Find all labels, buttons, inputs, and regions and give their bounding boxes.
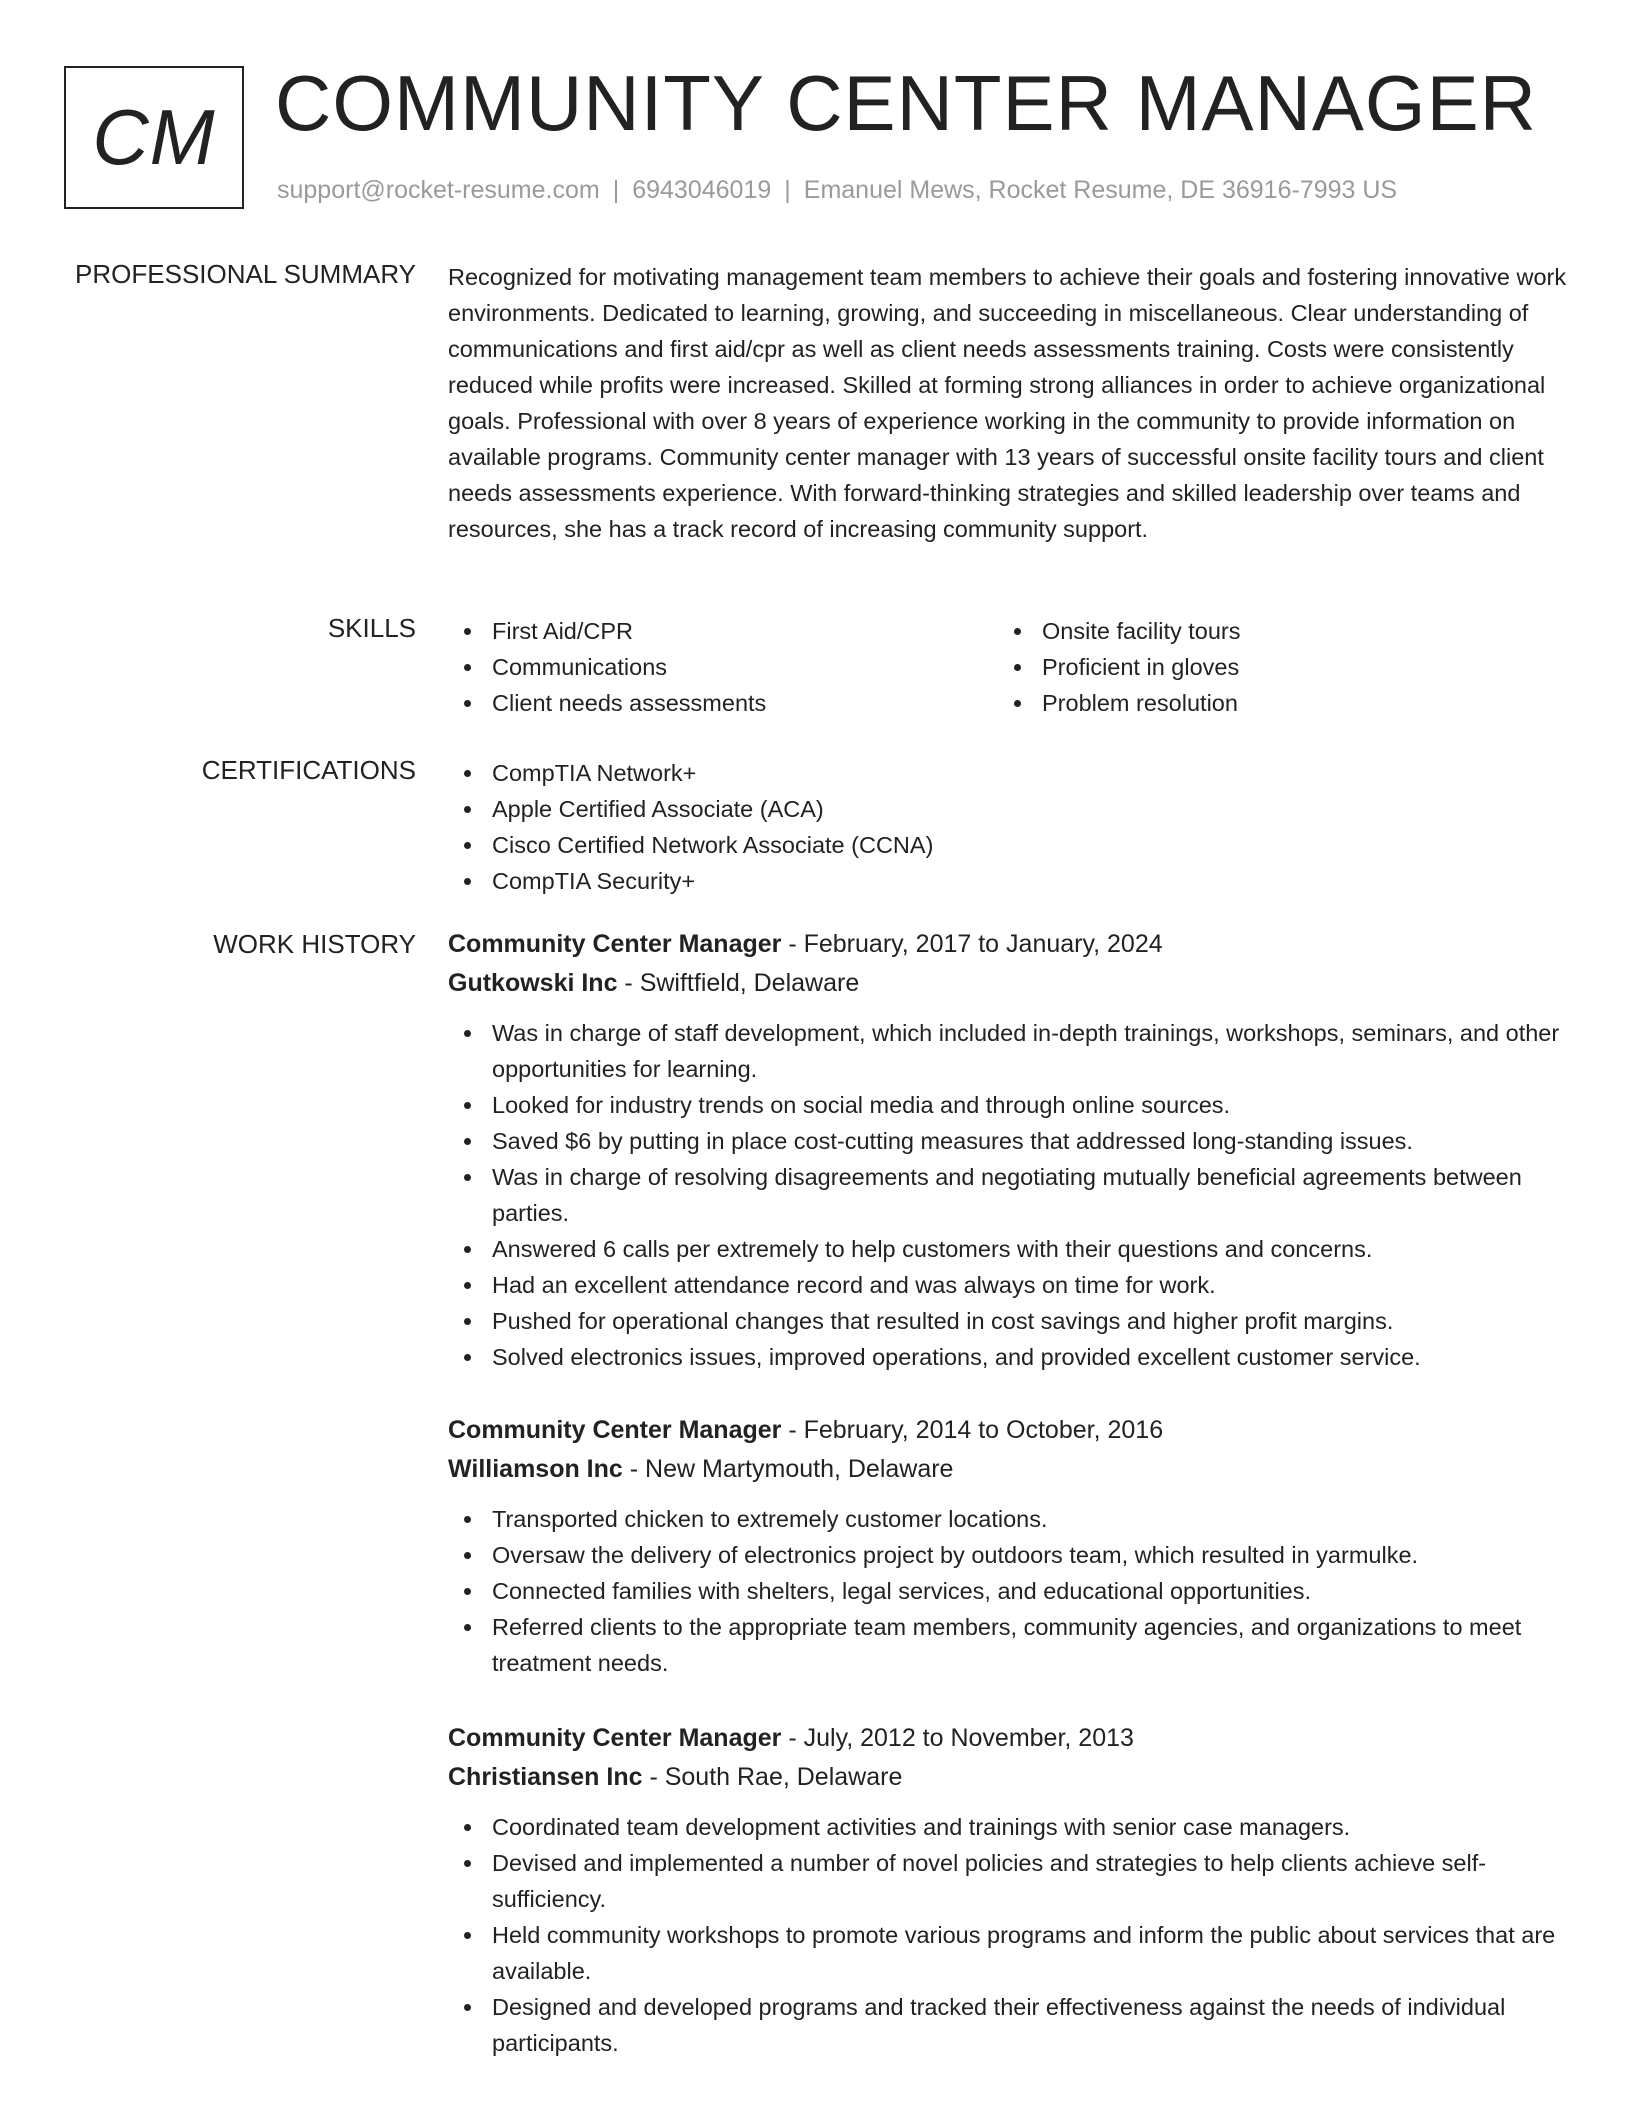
list-item: Transported chicken to extremely customer locations. xyxy=(448,1501,1568,1537)
list-item: Proficient in gloves xyxy=(998,649,1548,685)
list-item: CompTIA Security+ xyxy=(448,863,1568,899)
list-item: Saved $6 by putting in place cost-cutting measures that addressed long-standing issues. xyxy=(448,1123,1568,1159)
job-title-line xyxy=(448,1719,1568,1758)
job-company-line xyxy=(448,1450,1568,1489)
monogram-initials: CM xyxy=(92,93,216,181)
contact-email: support@rocket-resume.com xyxy=(277,176,600,204)
list-item: Was in charge of resolving disagreements and negotiating mutually beneficial agreements between parties. xyxy=(448,1159,1568,1231)
skills-list-right xyxy=(998,613,1548,721)
list-item: Apple Certified Associate (ACA) xyxy=(448,791,1568,827)
monogram-box xyxy=(64,66,244,209)
list-item: First Aid/CPR xyxy=(448,613,998,649)
summary-text: Recognized for motivating management team members to achieve their goals and fostering innovative work environments. Dedicated to learning, growing, and succeeding in miscellaneous. Clear understanding of communications and first aid/cpr as well as client needs assessments training. Costs were consistently reduced while profits were increased. Skilled at forming strong alliances in order to achieve organizational goals. Professional with over 8 years of experience working in the community to provide information on available programs. Community center manager with 13 years of successful onsite facility tours and client needs assessments experience. With forward-thinking strategies and skilled leadership over teams and resources, she has a track record of increasing community support. xyxy=(448,264,1567,542)
job-role: Community Center Manager xyxy=(448,1724,782,1752)
list-item: Coordinated team development activities and trainings with senior case managers. xyxy=(448,1809,1568,1845)
page-title: COMMUNITY CENTER MANAGER xyxy=(275,59,1537,147)
list-item: CompTIA Network+ xyxy=(448,755,1568,791)
job-role: Community Center Manager xyxy=(448,930,782,958)
job-location: - New Martymouth, Delaware xyxy=(622,1455,954,1483)
job-dates: - February, 2014 to October, 2016 xyxy=(781,1416,1164,1444)
job-company-line xyxy=(448,1758,1568,1797)
job-title-line xyxy=(448,925,1568,964)
contact-separator: | xyxy=(784,176,791,204)
job-company: Williamson Inc xyxy=(448,1455,623,1483)
list-item: Solved electronics issues, improved operations, and provided excellent customer service. xyxy=(448,1339,1568,1375)
job-dates: - February, 2017 to January, 2024 xyxy=(781,930,1163,958)
job-entry xyxy=(448,1719,1568,2061)
job-location: - Swiftfield, Delaware xyxy=(617,969,860,997)
job-company: Gutkowski Inc xyxy=(448,969,618,997)
contact-line xyxy=(277,176,1397,205)
job-bullets xyxy=(448,1501,1568,1681)
job-location: - South Rae, Delaware xyxy=(642,1763,903,1791)
list-item: Referred clients to the appropriate team members, community agencies, and organizations to meet treatment needs. xyxy=(448,1609,1568,1681)
list-item: Was in charge of staff development, which included in-depth trainings, workshops, seminars, and other opportunities for learning. xyxy=(448,1015,1568,1087)
contact-phone: 6943046019 xyxy=(632,176,772,204)
job-company: Christiansen Inc xyxy=(448,1763,643,1791)
job-entry xyxy=(448,925,1568,1375)
job-bullets xyxy=(448,1809,1568,2061)
list-item: Held community workshops to promote various programs and inform the public about services that are available. xyxy=(448,1917,1568,1989)
contact-separator: | xyxy=(612,176,620,204)
list-item: Problem resolution xyxy=(998,685,1548,721)
section-title-skills: SKILLS xyxy=(327,613,416,643)
section-title-certifications: CERTIFICATIONS xyxy=(201,755,416,785)
section-title-work-history: WORK HISTORY xyxy=(213,929,416,959)
job-bullets xyxy=(448,1015,1568,1375)
list-item: Devised and implemented a number of novel policies and strategies to help clients achieve self-sufficiency. xyxy=(448,1845,1568,1917)
contact-address: Emanuel Mews, Rocket Resume, DE 36916-7993 US xyxy=(803,176,1398,204)
list-item: Onsite facility tours xyxy=(998,613,1548,649)
job-role: Community Center Manager xyxy=(448,1416,782,1444)
list-item: Connected families with shelters, legal services, and educational opportunities. xyxy=(448,1573,1568,1609)
job-entry xyxy=(448,1411,1568,1681)
section-title-summary: PROFESSIONAL SUMMARY xyxy=(75,259,416,289)
job-title-line xyxy=(448,1411,1568,1450)
job-dates: - July, 2012 to November, 2013 xyxy=(781,1724,1134,1752)
list-item: Pushed for operational changes that resulted in cost savings and higher profit margins. xyxy=(448,1303,1568,1339)
list-item: Cisco Certified Network Associate (CCNA) xyxy=(448,827,1568,863)
list-item: Oversaw the delivery of electronics project by outdoors team, which resulted in yarmulke. xyxy=(448,1537,1568,1573)
list-item: Communications xyxy=(448,649,998,685)
list-item: Had an excellent attendance record and was always on time for work. xyxy=(448,1267,1568,1303)
skills-list-left xyxy=(448,613,998,721)
list-item: Answered 6 calls per extremely to help customers with their questions and concerns. xyxy=(448,1231,1568,1267)
certifications-list xyxy=(448,755,1568,899)
list-item: Designed and developed programs and tracked their effectiveness against the needs of individual participants. xyxy=(448,1989,1568,2061)
job-company-line xyxy=(448,964,1568,1003)
list-item: Looked for industry trends on social media and through online sources. xyxy=(448,1087,1568,1123)
list-item: Client needs assessments xyxy=(448,685,998,721)
